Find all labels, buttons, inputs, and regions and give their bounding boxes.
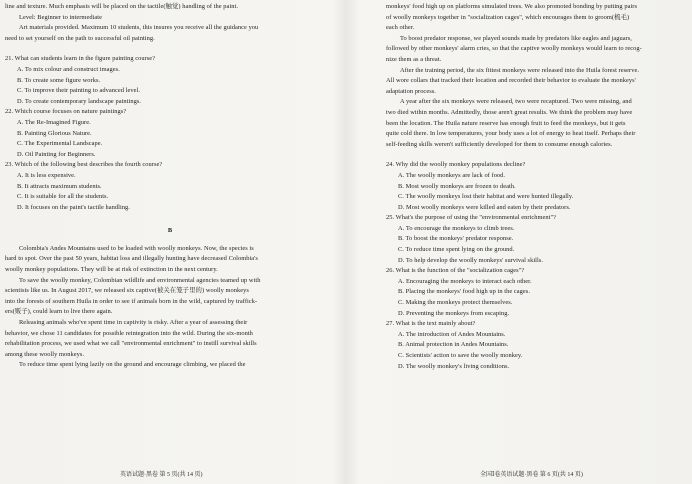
left-page <box>5 2 335 371</box>
passage-line: Colombia's Andes Mountains used to be loaded with woolly monkeys. Now, the species is <box>19 244 254 252</box>
question-stem: 26. What is the function of the "socialization cages"? <box>386 267 525 275</box>
answer-option: B. To boost the monkeys' predator response. <box>398 235 514 243</box>
passage-line: To save the woolly monkey, Colombian wildlife and environmental agencies teamed up with <box>19 276 261 284</box>
answer-option: C. The Experimental Landscape. <box>17 140 103 148</box>
answer-option: C. Making the monkeys protect themselves. <box>398 299 513 307</box>
answer-option: D. To create contemporary landscape paintings. <box>17 97 141 105</box>
question-stem: 27. What is the text mainly about? <box>386 320 476 328</box>
passage-line: A year after the six monkeys were released, two were recaptured. Two were missing, and <box>400 98 632 106</box>
answer-option: B. It attracts maximum students. <box>17 182 102 190</box>
answer-option: A. The Re-Imagined Figure. <box>17 118 91 126</box>
question-stem: 22. Which course focuses on nature paintings? <box>5 108 127 116</box>
passage-line: All wore collars that tracked their location and recorded their behavior to evaluate the monkeys' <box>386 77 636 85</box>
question-stem: 21. What can students learn in the figure painting course? <box>5 55 156 63</box>
answer-option: C. It is suitable for all the students. <box>17 193 109 201</box>
answer-option: A. Encouraging the monkeys to interact each other. <box>398 277 532 285</box>
passage-line: self-feeding skills weren't sufficiently developed for them to consume enough calories. <box>386 140 613 148</box>
passage-line: Releasing animals who've spent time in captivity is risky. After a year of assessing their <box>19 319 248 327</box>
answer-option: D. Oil Painting for Beginners. <box>17 150 96 158</box>
section-heading: B <box>167 227 173 235</box>
question-stem: 24. Why did the woolly monkey populations decline? <box>386 161 526 169</box>
intro-line: line and texture. Much emphasis will be placed on the tactile(触觉) handling of the paint. <box>5 3 238 10</box>
answer-option: C. To improve their painting to advanced level. <box>17 87 140 95</box>
passage-line: To boost predator response, we played sounds made by predators like eagles and jaguars, <box>400 34 632 42</box>
passage-line: adaptation process. <box>386 87 436 95</box>
answer-option: B. Most woolly monkeys are frozen to death. <box>398 182 516 190</box>
passage-line: quite cold there. In low temperatures, your body uses a lot of energy to heat itself. Perhaps their <box>386 130 636 138</box>
answer-option: A. To mix colour and construct images. <box>17 65 120 73</box>
passage-line: woolly monkey populations. They will be at risk of extinction in the next century. <box>5 266 218 274</box>
passage-line: of woolly monkeys together in "socialization cages", which encourages them to groom(梳毛) <box>386 13 630 21</box>
answer-option: C. Scientists' action to save the woolly monkey. <box>398 352 523 359</box>
answer-option: C. The woolly monkeys lost their habitat and were hunted illegally. <box>398 193 574 201</box>
intro-level: Level: Beginner to intermediate <box>19 13 102 21</box>
answer-option: D. It focuses on the paint's tactile handling. <box>17 203 130 211</box>
right-page <box>386 2 686 372</box>
passage-line: monkeys' food high up on platforms simulated trees. We also promoted bonding by putting pairs <box>386 3 637 10</box>
page-footer-left: 英语试题·黑卷 第 5 页(共 14 页) <box>120 472 203 478</box>
passage-line: into the forests of southern Huila in order to see if animals born in the wild, captured by traffick- <box>5 297 258 305</box>
passage-line: After the training period, the six fittest monkeys were released into the Huila forest reserve. <box>400 66 639 74</box>
page-footer-right: 全国Ⅰ卷英语试题·黑卷 第 6 页(共 14 页) <box>480 472 583 478</box>
intro-line: need to set yourself on the path to successful oil painting. <box>5 34 155 42</box>
passage-line: behavior, we chose 11 candidates for possible reintegration into the wild. During the six-month <box>5 329 253 337</box>
answer-option: A. It is less expensive. <box>17 171 76 179</box>
answer-option: A. The woolly monkeys are lack of food. <box>398 171 506 179</box>
question-stem: 25. What's the purpose of using the "environmental enrichment"? <box>386 214 557 222</box>
answer-option: D. The woolly monkey's living conditions. <box>398 362 510 370</box>
passage-line: each other. <box>386 24 415 32</box>
passage-line: To reduce time spent lying lazily on the ground and encourage climbing, we placed the <box>19 361 246 369</box>
passage-line: followed by other monkeys' alarm cries, so that the captive woolly monkeys would learn to recog- <box>386 45 642 53</box>
passage-line: two died within months. Admittedly, those aren't great results. We think the problem may have <box>386 108 633 116</box>
intro-line: Art materials provided. Maximum 10 students, this insures you receive all the guidance you <box>19 24 259 32</box>
passage-line: among these woolly monkeys. <box>5 350 85 358</box>
answer-option: D. Preventing the monkeys from escaping. <box>398 309 510 317</box>
answer-option: C. To reduce time spent lying on the ground. <box>398 246 515 254</box>
answer-option: D. Most woolly monkeys were killed and eaten by their predators. <box>398 203 571 211</box>
question-stem: 23. Which of the following best describes the fourth course? <box>5 161 163 169</box>
answer-option: D. To help develop the woolly monkeys' survival skills. <box>398 256 543 264</box>
answer-option: A. The introduction of Andes Mountains. <box>398 330 506 338</box>
answer-option: B. To create some figure works. <box>17 76 101 84</box>
passage-line: rehabilitation process, we used what we call "environmental enrichment" to instill survival skills <box>5 340 257 348</box>
passage-line: scientists like us. In August 2017, we released six captive(被关在笼子里的) woolly monkeys <box>5 287 249 295</box>
passage-line: been the location. The Huila nature reserve has enough fruit to feed the monkeys, but it gets <box>386 119 626 127</box>
answer-option: B. Animal protection in Andes Mountains. <box>398 341 509 349</box>
answer-option: B. Painting Glorious Nature. <box>17 129 92 137</box>
passage-line: hard to spot. Over the past 50 years, habitat loss and illegally hunting have decreased Colombia's <box>5 255 258 263</box>
answer-option: A. To encourage the monkeys to climb trees. <box>398 224 515 232</box>
passage-line: ers(贩子), could learn to live there again. <box>5 308 113 316</box>
answer-option: B. Placing the monkeys' food high up in the cages. <box>398 288 530 296</box>
passage-line: nize them as a threat. <box>386 55 442 63</box>
